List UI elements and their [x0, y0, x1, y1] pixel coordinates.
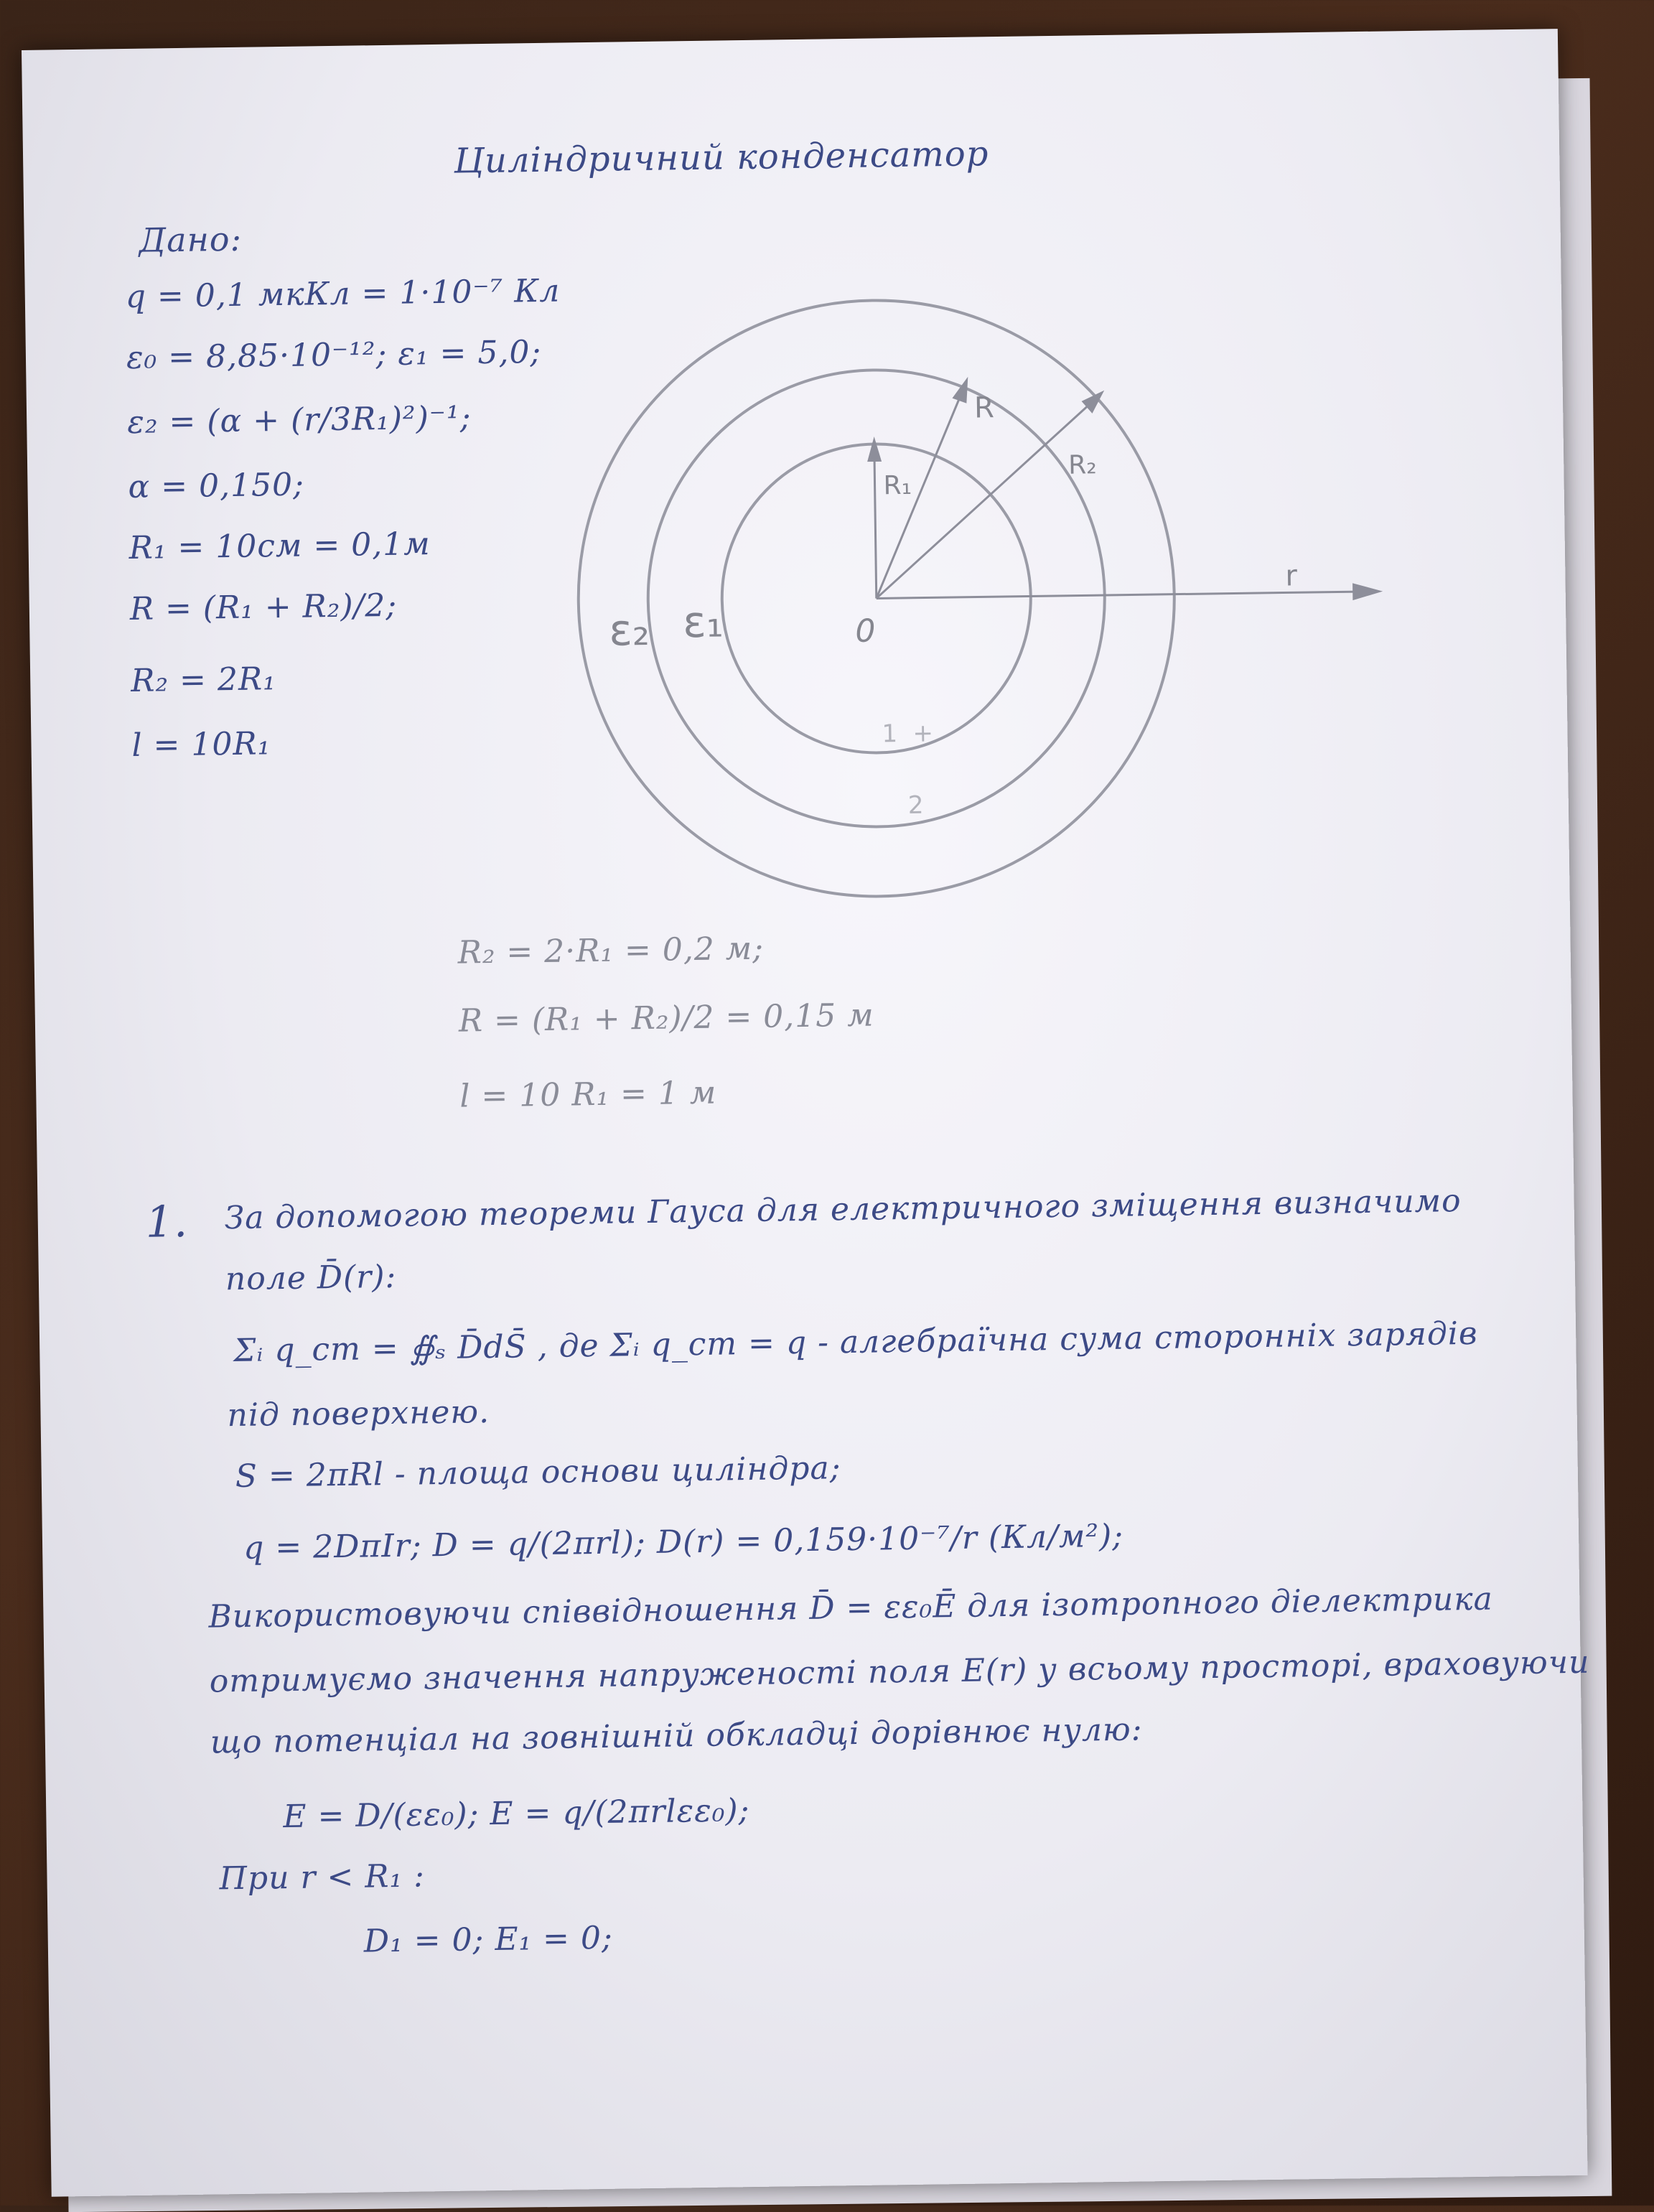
- step-line: що потенціал на зовнішній обкладці дорівнює нулю:: [210, 1711, 1143, 1761]
- given-line: ε₀ = 8,85·10⁻¹²; ε₁ = 5,0;: [126, 333, 542, 377]
- label-r: R: [973, 391, 995, 425]
- label-r2: R₂: [1067, 450, 1097, 480]
- page-title: Циліндричний конденсатор: [453, 134, 989, 182]
- step-line: отримуємо значення напруженості поля E(r) у всьому просторі, враховуючи: [209, 1643, 1590, 1700]
- calc-line: l = 10 R₁ = 1 м: [459, 1074, 717, 1115]
- step-line: За допомогою теореми Гауса для електричного зміщення визначимо: [224, 1182, 1462, 1237]
- label-r1: R₁: [883, 470, 912, 501]
- given-line: q = 0,1 мкКл = 1·10⁻⁷ Кл: [125, 272, 561, 316]
- step-line: під поверхнею.: [227, 1394, 490, 1434]
- label-axis-r: r: [1285, 559, 1298, 593]
- calc-line: R₂ = 2·R₁ = 0,2 м;: [457, 930, 765, 971]
- given-line: ε₂ = (α + (r/3R₁)²)⁻¹;: [126, 399, 472, 441]
- given-line: l = 10R₁: [131, 725, 271, 764]
- given-line: α = 0,150;: [128, 466, 305, 505]
- given-line: R₁ = 10см = 0,1м: [129, 526, 431, 566]
- r-axis-arrow: [1354, 584, 1379, 599]
- step-line: S = 2πRl - площа основи циліндра;: [235, 1450, 841, 1495]
- label-origin: 0: [855, 612, 876, 650]
- step-line: q = 2DπIr; D = q/(2πrl); D(r) = 0,159·10⁻⁷/r (Кл/м²);: [243, 1517, 1124, 1567]
- capacitor-diagram: [549, 289, 1419, 948]
- given-label: Дано:: [139, 219, 243, 260]
- step-line: E = D/(εε₀); E = q/(2πrlεε₀);: [283, 1792, 750, 1836]
- given-line: R = (R₁ + R₂)/2;: [129, 587, 398, 627]
- label-region1: 1: [882, 719, 898, 749]
- label-plus: +: [912, 719, 934, 748]
- step-line: D₁ = 0; E₁ = 0;: [363, 1919, 614, 1960]
- label-region2: 2: [907, 790, 924, 820]
- step-line: При r < R₁ :: [219, 1857, 426, 1898]
- step-line: Σᵢ q_ст = ∯ₛ D̄dS̄ , де Σᵢ q_ст = q - алгебраїчна сума сторонніх зарядів: [233, 1315, 1478, 1370]
- r1-vector: [874, 451, 877, 598]
- given-line: R₂ = 2R₁: [130, 661, 276, 699]
- label-epsilon1: ε₁: [682, 597, 724, 648]
- paper-sheet: [22, 29, 1588, 2197]
- label-epsilon2: ε₂: [608, 605, 650, 656]
- step-line: Використовуючи співвідношення D̄ = εε₀Ē для ізотропного діелектрика: [208, 1580, 1494, 1635]
- step-number: 1.: [145, 1196, 189, 1248]
- step-line: поле D̄(r):: [225, 1258, 397, 1298]
- calc-line: R = (R₁ + R₂)/2 = 0,15 м: [458, 997, 875, 1040]
